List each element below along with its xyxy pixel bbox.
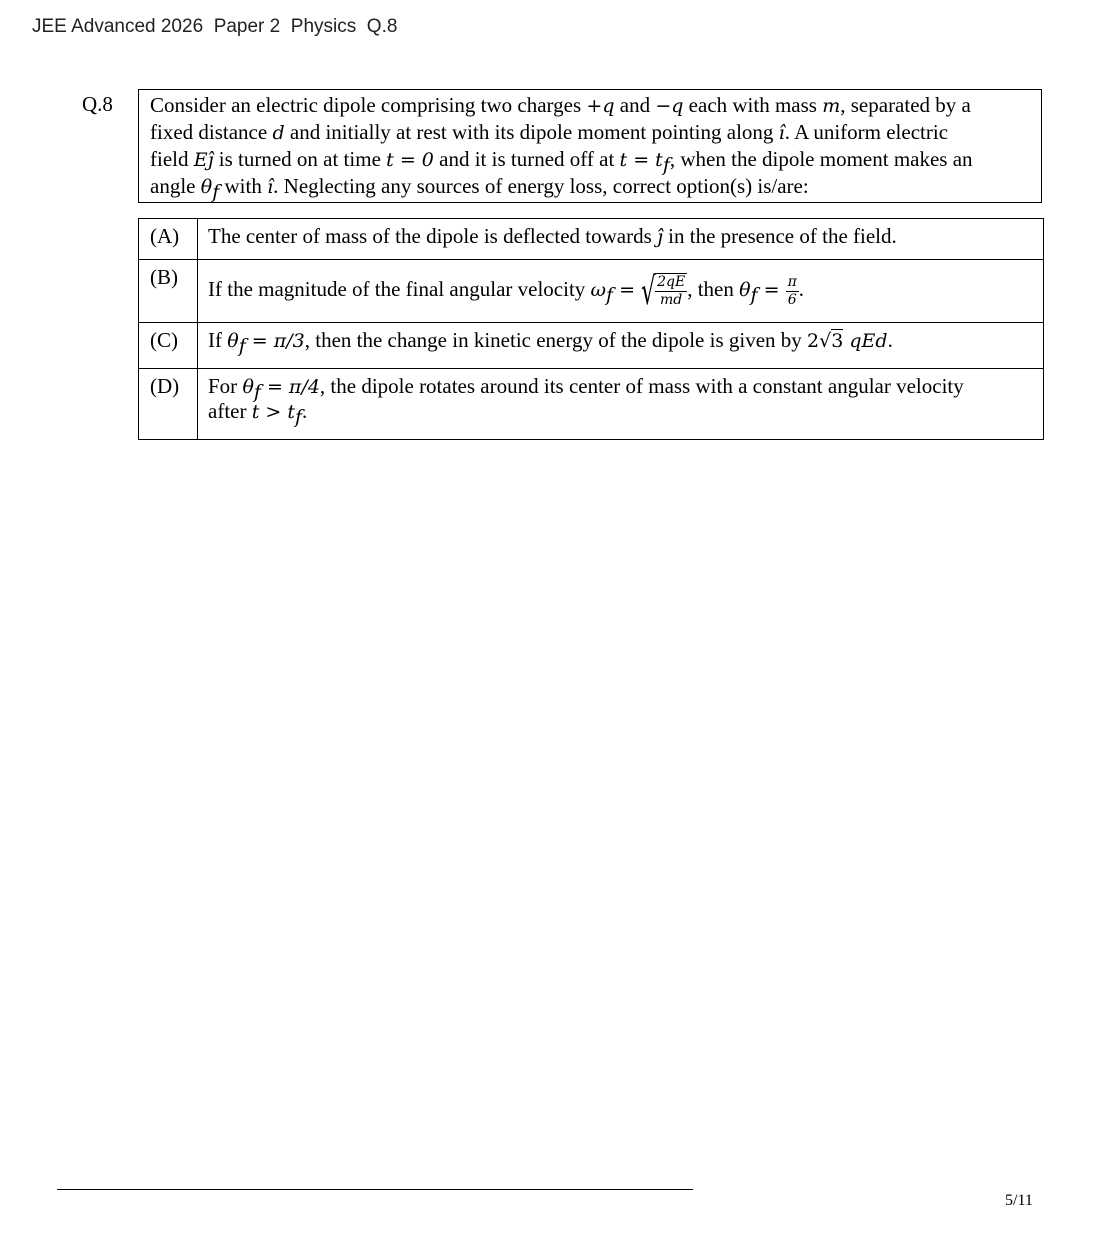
stem-text: with xyxy=(219,174,268,198)
stem-line-4 xyxy=(150,173,1031,203)
option-text-part: For xyxy=(208,374,243,398)
sqrt-content xyxy=(655,273,687,309)
option-text-part: If xyxy=(208,328,228,352)
radical-icon: √ xyxy=(641,269,656,313)
math-omega: ω xyxy=(590,278,607,301)
math-subscript: f xyxy=(238,335,246,357)
stem-text: Consider an electric dipole comprising two charges xyxy=(150,93,587,117)
page-header: JEE Advanced 2026 Paper 2 Physics Q.8 xyxy=(32,16,398,37)
fraction-numerator: 2qE xyxy=(657,274,686,290)
option-row-b[interactable] xyxy=(139,260,1044,323)
stem-text: . A uniform electric xyxy=(784,120,949,144)
fraction-denominator: md xyxy=(660,292,683,308)
option-text xyxy=(198,219,1044,260)
radical-icon: √ xyxy=(819,330,832,352)
fraction-numerator: π xyxy=(787,273,797,290)
option-row-a[interactable] xyxy=(139,219,1044,260)
option-text-part: , the dipole rotates around its center of mass with a constant angular velocity xyxy=(319,374,964,398)
option-text-part: If the magnitude of the final angular velocity xyxy=(208,276,591,301)
math-theta: θ xyxy=(200,176,213,198)
page-number: 5/11 xyxy=(1005,1192,1033,1209)
math-theta: θ xyxy=(227,330,239,352)
math-subscript: f xyxy=(212,181,220,203)
math-distance: d xyxy=(272,122,285,144)
sqrt-symbol xyxy=(641,269,687,313)
math-unit-i: î xyxy=(267,176,274,198)
stem-line-2 xyxy=(150,119,1031,146)
math-subscript: f xyxy=(750,283,758,306)
option-text-part: , then xyxy=(687,276,740,301)
math-subscript: f xyxy=(253,381,261,403)
math-subscript: f xyxy=(606,283,614,306)
question-number: Q.8 xyxy=(82,92,113,116)
option-text-part: in the presence of the field. xyxy=(662,224,897,248)
math-theta: θ xyxy=(739,278,751,301)
option-text-part: , then the change in kinetic energy of the dipole is given by xyxy=(304,328,808,352)
option-label: (A) xyxy=(139,219,198,260)
math-subscript: f xyxy=(662,154,670,176)
math-value: = π/3 xyxy=(245,330,305,352)
stem-text: is turned on at time xyxy=(213,147,387,171)
option-text xyxy=(198,260,1044,323)
stem-text: and it is turned off at xyxy=(433,147,620,171)
math-energy: qEd xyxy=(843,330,888,352)
math-mass: m xyxy=(822,95,841,117)
fraction-theta xyxy=(786,274,799,309)
math-value: = π/4 xyxy=(260,376,320,398)
math-equals: = xyxy=(613,278,642,301)
option-row-d[interactable] xyxy=(139,369,1044,440)
stem-line-3 xyxy=(150,146,1031,176)
math-charge-negative: −q xyxy=(655,95,684,117)
math-radicand: 3 xyxy=(831,330,844,352)
options-table xyxy=(138,218,1044,440)
stem-text: , separated by a xyxy=(840,93,971,117)
math-field: Eĵ xyxy=(193,149,214,171)
math-theta: θ xyxy=(242,376,254,398)
option-text-part: . xyxy=(798,276,805,301)
stem-text: fixed distance xyxy=(150,120,273,144)
option-label: (B) xyxy=(139,260,198,323)
stem-text: , when the dipole moment makes an xyxy=(669,147,973,171)
option-text-part: . xyxy=(887,328,893,352)
math-coefficient: 2 xyxy=(807,330,820,352)
stem-line-1 xyxy=(150,92,1031,119)
option-text-part: . xyxy=(302,399,308,423)
stem-text: field xyxy=(150,147,194,171)
option-text xyxy=(198,369,1044,440)
math-subscript: f xyxy=(295,406,303,428)
math-unit-j: ĵ xyxy=(657,226,663,248)
math-unit-i: î xyxy=(778,122,785,144)
option-text-part: after xyxy=(208,399,252,423)
math-equals: = xyxy=(757,278,786,301)
stem-text: and initially at rest with its dipole moment pointing along xyxy=(284,120,779,144)
math-time-condition: t > t xyxy=(251,401,295,423)
footer-divider xyxy=(57,1189,693,1190)
stem-text: and xyxy=(614,93,656,117)
stem-text: . Neglecting any sources of energy loss, correct option(s) is/are: xyxy=(273,174,809,198)
option-row-c[interactable] xyxy=(139,323,1044,369)
fraction-omega xyxy=(655,274,687,309)
math-charge-positive: +q xyxy=(586,95,615,117)
math-time-final: t = t xyxy=(619,149,663,171)
stem-text: each with mass xyxy=(683,93,823,117)
stem-text: angle xyxy=(150,174,201,198)
option-label: (C) xyxy=(139,323,198,369)
fraction-denominator: 6 xyxy=(787,291,797,308)
option-text xyxy=(198,323,1044,369)
question-stem xyxy=(138,89,1042,203)
math-time-zero: t = 0 xyxy=(386,149,434,171)
option-label: (D) xyxy=(139,369,198,440)
option-text-part: The center of mass of the dipole is deflected towards xyxy=(208,224,658,248)
